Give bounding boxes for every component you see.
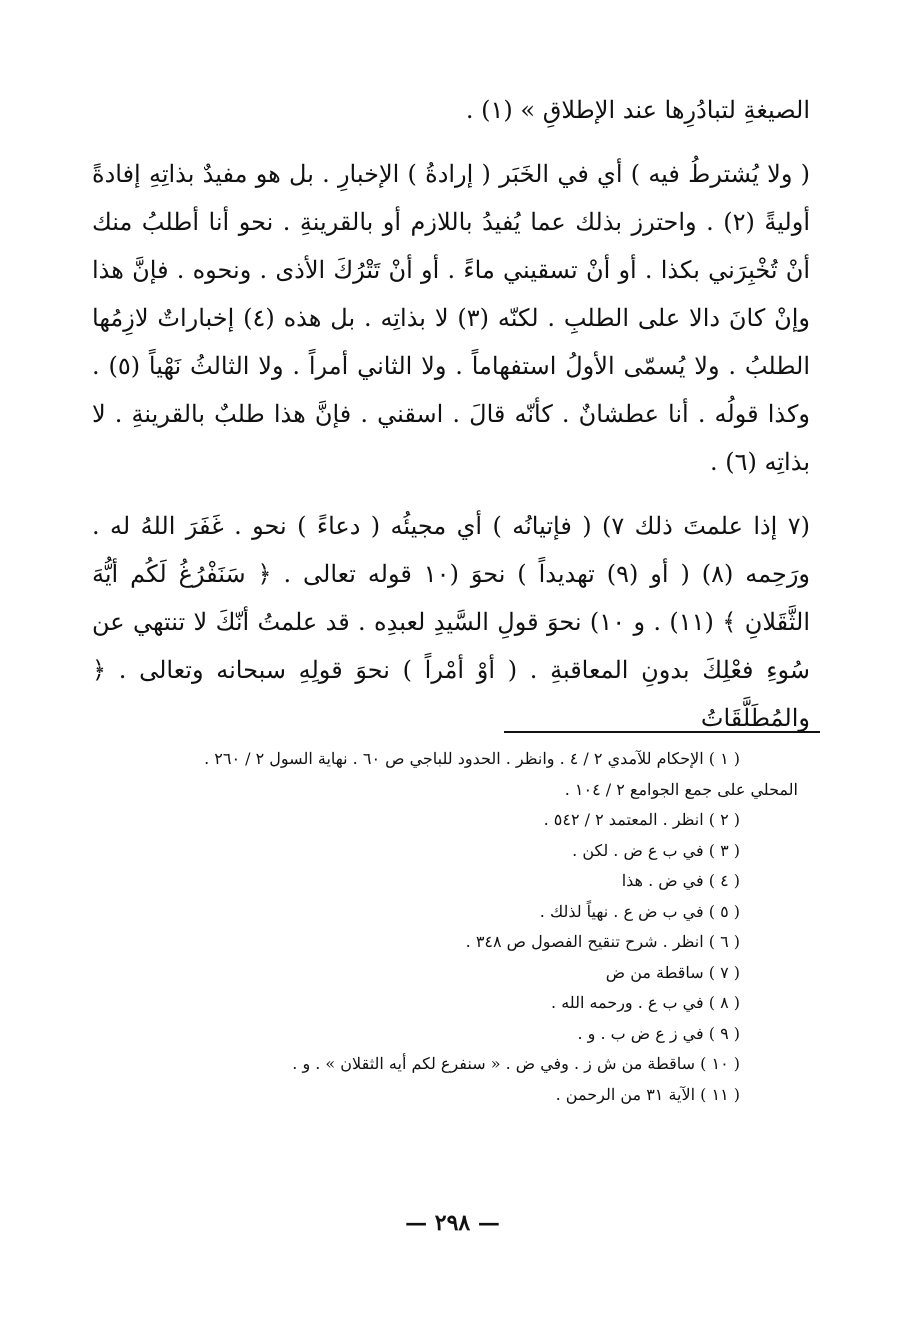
footnote-1-continuation: المحلي على جمع الجوامع ٢ / ١٠٤ .: [564, 779, 798, 799]
page-number: — ٢٩٨ —: [405, 1210, 500, 1236]
footnote-9: ( ٩ ) في ز ع ض ب . و .: [577, 1023, 740, 1043]
footnote-separator: [504, 731, 820, 733]
footnote-11: ( ١١ ) الآية ٣١ من الرحمن .: [555, 1084, 740, 1104]
main-text-body: [92, 86, 810, 742]
footnote-2: ( ٢ ) انظر . المعتمد ٢ / ٥٤٢ .: [543, 810, 740, 829]
footnote-6: ( ٦ ) انظر . شرح تنقيح الفصول ص ٣٤٨ .: [465, 932, 740, 951]
paragraph-khabar-condition: ( ولا يُشترطُ فيه ) أي في الخَبَر ( إرادةُ ) الإخبارِ . بل هو مفيدٌ بذاتِهِ إفادةً أوليةً (٢) . واحترز بذلك عما يُفيدُ باللازم أو بالقرينةِ . نحو أنا أطلبُ منك أنْ تُخْبِرَني بكذا . أو أنْ تسقيني ماءً . أو أنْ تَتْرُكَ الأذى . ونحوه . فإنَّ هذا وإنْ كانَ دالا على الطلبِ . لكنّه (٣) لا بذاتِه . بل هذه (٤) إخباراتٌ لازِمُها الطلبُ . ولا يُسمّى الأولُ استفهاماً . ولا الثاني أمراً . ولا الثالثُ نَهْياً (٥) . وكذا قولُه . أنا عطشانٌ . كأنّه قالَ . اسقني . فإنَّ هذا طلبٌ بالقرينةِ . لا بذاتِه (٦) .: [92, 160, 811, 476]
footnote-7: ( ٧ ) ساقطة من ض: [605, 962, 740, 982]
footnote-3: ( ٣ ) في ب ع ض . لكن .: [572, 840, 740, 860]
paragraph-dua-tahdid: (٧ إذا علمتَ ذلك ٧) ( فإتيانُه ) أي مجيئُه ( دعاءً ) نحو . غَفَرَ اللهُ له . ورَحِمه (٨) ( أو (٩) تهديداً ) نحوَ (١٠ قوله تعالى . ﴿ سَنَفْرُغُ لَكُم أيُّهَ الثَّقَلانِ ﴾ (١١) . و ١٠) نحوَ قولِ السَّيدِ لعبدِه . قد علمتُ أنّكَ لا تنتهي عن سُوءِ فعْلِكَ بدونِ المعاقبةِ . ( أوْ أمْراً ) نحوَ قولِهِ سبحانه وتعالى . ﴿ والمُطَلَّقَاتُ: [92, 512, 811, 732]
footnotes-section: [92, 744, 810, 1110]
footnote-4: ( ٤ ) في ض . هذا: [621, 871, 740, 890]
footnote-5: ( ٥ ) في ب ض ع . نهياً لذلك .: [539, 901, 740, 921]
footnote-1: ( ١ ) الإحكام للآمدي ٢ / ٤ . وانظر . الحدود للباجي ص ٦٠ . نهاية السول ٢ / ٢٦٠ .: [204, 749, 740, 768]
footnote-10: ( ١٠ ) ساقطة من ش ز . وفي ض . « سنفرع لكم أيه الثقلان » . و .: [292, 1054, 740, 1073]
paragraph-continuation: الصيغةِ لتبادُرِها عند الإطلاقِ » (١) .: [465, 96, 810, 124]
footnote-8: ( ٨ ) في ب ع . ورحمه الله .: [551, 993, 740, 1012]
